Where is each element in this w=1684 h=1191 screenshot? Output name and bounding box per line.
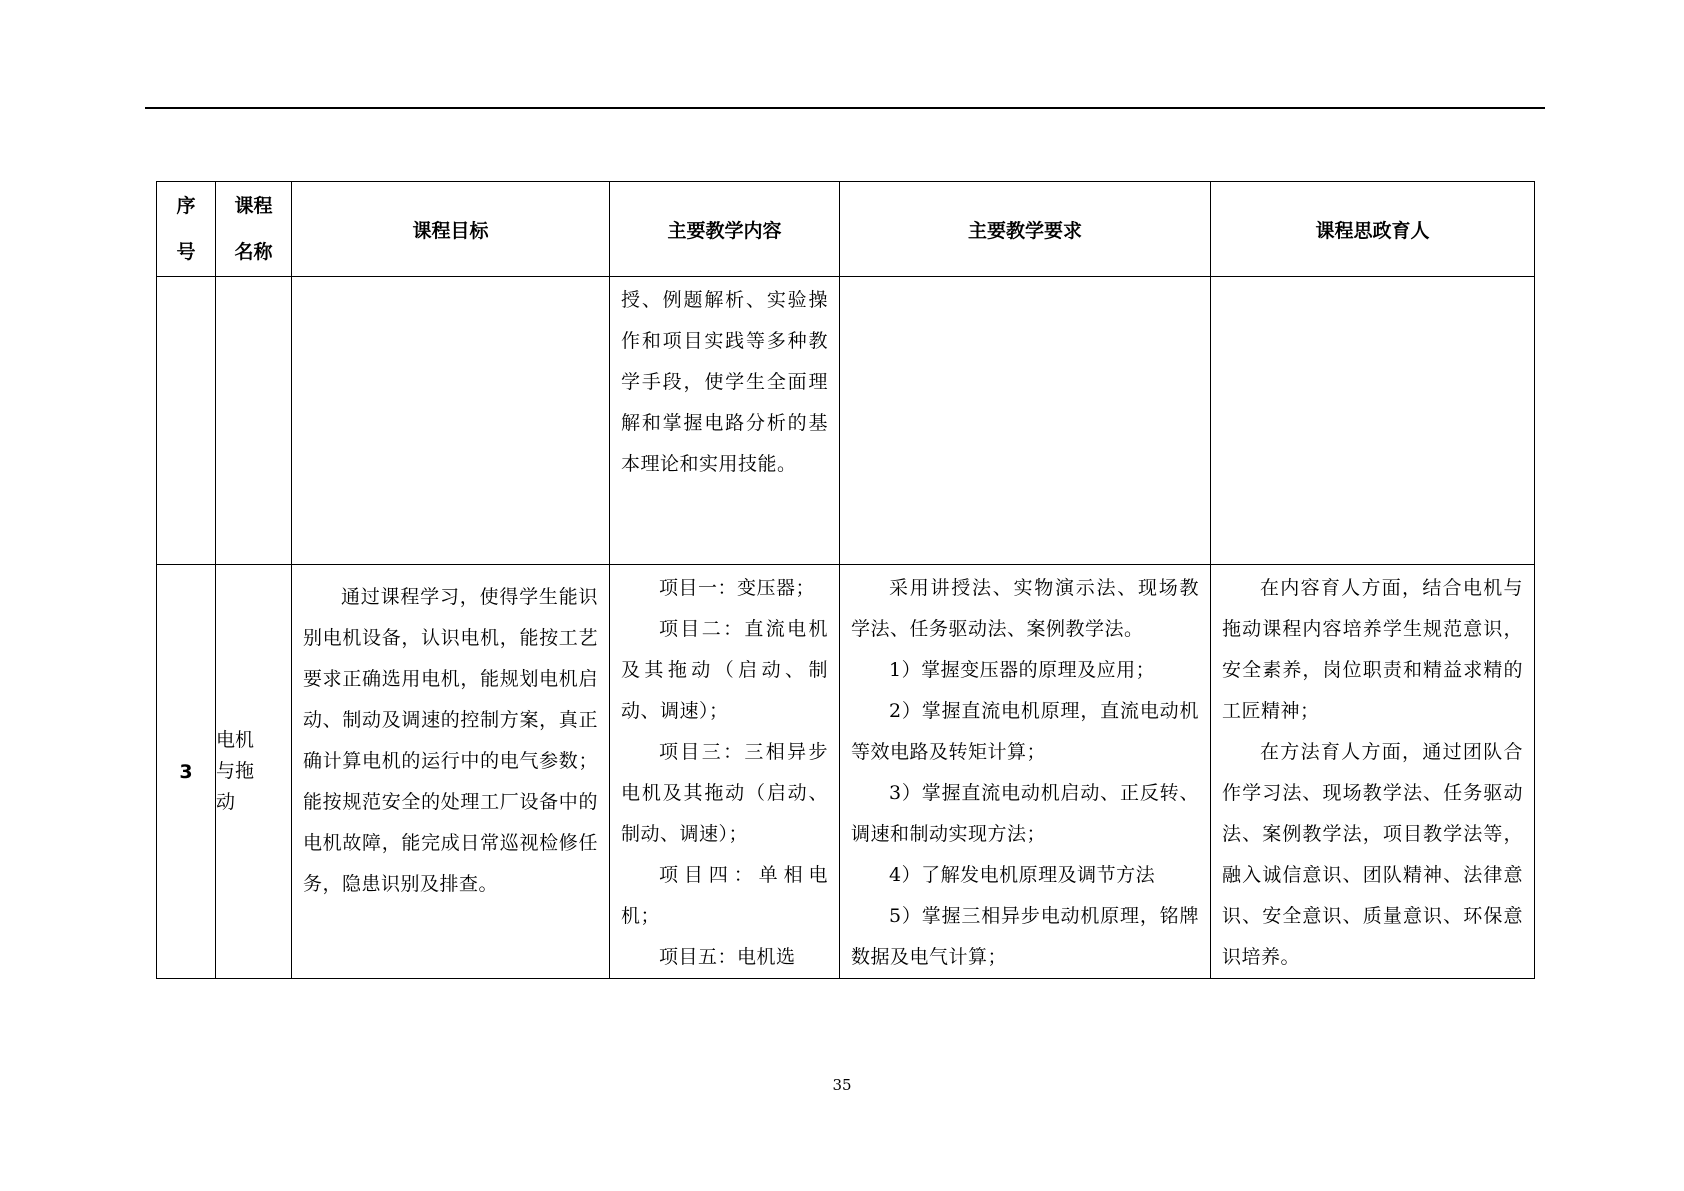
- row-course-name: [216, 277, 292, 565]
- header-name: [216, 182, 292, 277]
- row-content: [610, 565, 840, 979]
- course-table: [156, 181, 1535, 979]
- row-content-text: [610, 565, 839, 978]
- row-requirement: [840, 277, 1211, 565]
- row-goal: [292, 277, 610, 565]
- goal-paragraph: 通过课程学习，使得学生能识别电机设备，认识电机，能按工艺要求正确选用电机，能规划电机启动、制动及调速的控制方案，真正确计算电机的运行中的电气参数；能按规范安全的处理工厂设备中的电机故障，能完成日常巡视检修任务，隐患识别及排查。: [303, 586, 598, 895]
- header-seq: [157, 182, 216, 277]
- ideology-paragraph: 在方法育人方面，通过团队合作学习法、现场教学法、任务驱动法、案例教学法，项目教学法等，融入诚信意识、团队精神、法律意识、安全意识、质量意识、环保意识培养。: [1222, 741, 1523, 968]
- ideology-paragraph: 在内容育人方面，结合电机与拖动课程内容培养学生规范意识，安全素养，岗位职责和精益求精的工匠精神；: [1222, 577, 1523, 722]
- header-ideology: 课程思政育人: [1211, 182, 1535, 277]
- row-ideology-text: [1211, 565, 1534, 978]
- requirement-item: 4）了解发电机原理及调节方法: [889, 864, 1156, 886]
- course-name-line: 电机: [216, 729, 255, 751]
- row-content: [610, 277, 840, 565]
- page-number: 35: [832, 1076, 852, 1094]
- requirement-item: 5）掌握三相异步电动机原理，铭牌数据及电气计算；: [851, 905, 1199, 968]
- row-course-name: [216, 565, 292, 979]
- content-item: 项目二：直流电机及其拖动（启动、制动、调速）；: [621, 618, 828, 722]
- header-content: 主要教学内容: [610, 182, 840, 277]
- row-seq: [157, 277, 216, 565]
- row-content-text: [610, 277, 839, 485]
- content-item: 项目一：变压器；: [659, 577, 816, 599]
- course-name-line: 动: [216, 791, 236, 813]
- content-item: 项目四：单相电机；: [621, 864, 828, 927]
- requirement-item: 2）掌握直流电机原理，直流电动机等效电路及转矩计算；: [851, 700, 1199, 763]
- header-seq-line2: 号: [176, 241, 196, 263]
- header-rule: [145, 107, 1545, 109]
- row-ideology: [1211, 277, 1535, 565]
- content-item: 项目三：三相异步电机及其拖动（启动、制动、调速）；: [621, 741, 828, 845]
- table-row: [157, 277, 1535, 565]
- row-requirement-text: [840, 565, 1210, 978]
- requirement-item: 3）掌握直流电动机启动、正反转、调速和制动实现方法；: [851, 782, 1199, 845]
- row-requirement: [840, 565, 1211, 979]
- header-requirement: 主要教学要求: [840, 182, 1211, 277]
- header-seq-line1: 序: [176, 195, 196, 217]
- content-item: 授、例题解析、实验操作和项目实践等多种教学手段，使学生全面理解和掌握电路分析的基本理论和实用技能。: [621, 289, 828, 475]
- header-name-line2: 名称: [234, 241, 273, 263]
- table-header-row: [157, 182, 1535, 277]
- requirement-item: 采用讲授法、实物演示法、现场教学法、任务驱动法、案例教学法。: [851, 577, 1199, 640]
- row-ideology: [1211, 565, 1535, 979]
- content-item: 项目五：电机选: [659, 946, 796, 968]
- course-name-line: 与拖: [216, 760, 255, 782]
- row-goal-text: [292, 277, 609, 280]
- header-name-line1: 课程: [234, 195, 273, 217]
- row-goal: [292, 565, 610, 979]
- requirement-item: 1）掌握变压器的原理及应用；: [889, 659, 1156, 681]
- row-seq: 3: [157, 565, 216, 979]
- table-row: [157, 565, 1535, 979]
- header-goal: 课程目标: [292, 182, 610, 277]
- row-goal-text: [292, 565, 609, 905]
